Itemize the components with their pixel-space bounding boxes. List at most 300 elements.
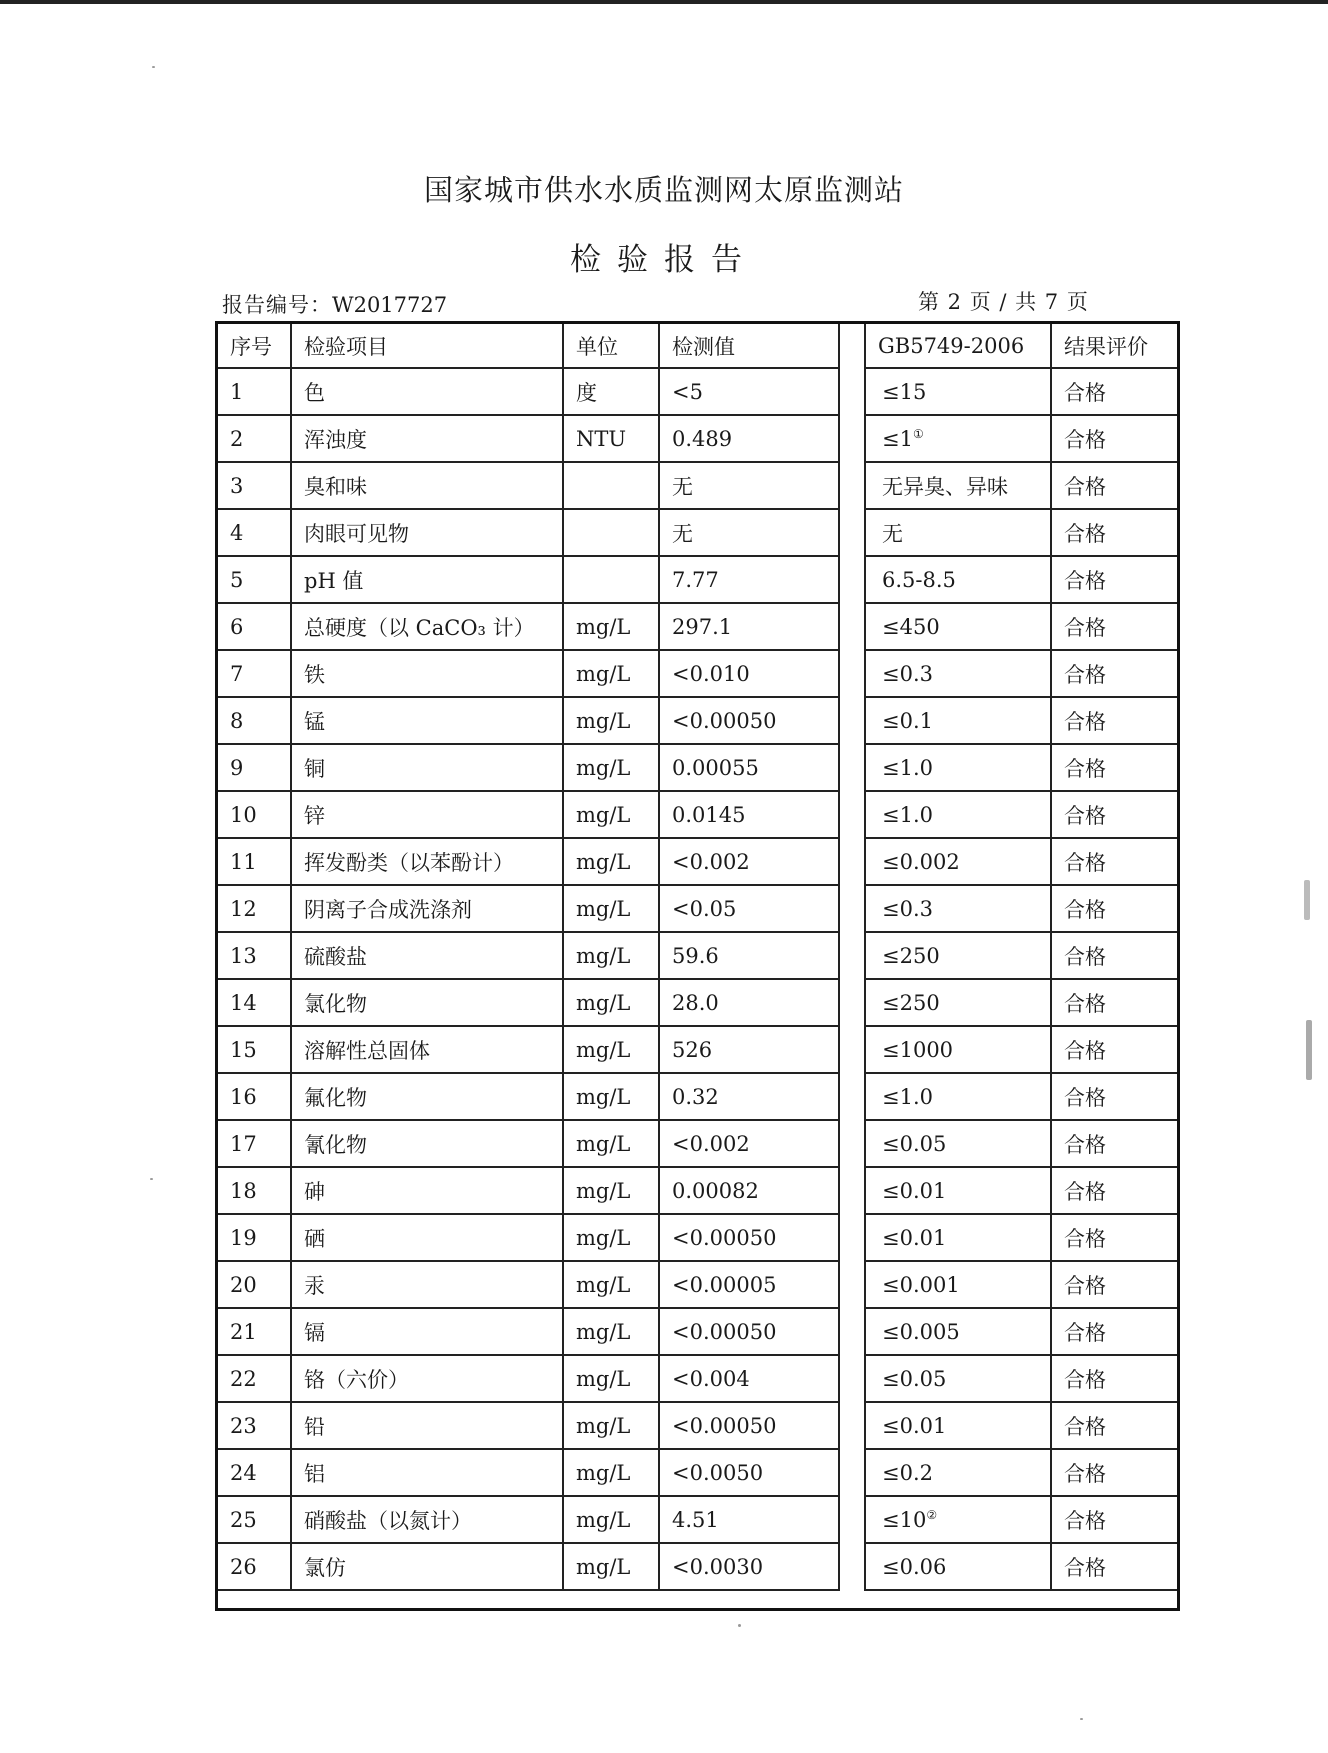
column-gap bbox=[839, 323, 865, 368]
row-value bbox=[659, 744, 839, 791]
column-gap bbox=[839, 791, 865, 838]
table-row bbox=[217, 650, 1179, 697]
footnote-marker: ② bbox=[926, 1507, 938, 1522]
row-value-text: <0.00050 bbox=[672, 1319, 777, 1344]
row-result bbox=[1051, 1402, 1179, 1449]
row-result bbox=[1051, 1026, 1179, 1073]
row-no bbox=[217, 1543, 291, 1590]
table-row bbox=[217, 556, 1179, 603]
row-no-text: 6 bbox=[230, 614, 244, 639]
row-result-text: 合格 bbox=[1064, 991, 1106, 1016]
table-row bbox=[217, 1214, 1179, 1261]
row-standard-limit bbox=[865, 838, 1051, 885]
row-no-text: 13 bbox=[230, 943, 257, 968]
row-unit-text: mg/L bbox=[576, 1225, 631, 1250]
row-unit-text: mg/L bbox=[576, 661, 631, 686]
page-indicator: 第 2 页 / 共 7 页 bbox=[918, 290, 1089, 314]
row-item bbox=[291, 838, 563, 885]
column-gap bbox=[839, 1026, 865, 1073]
row-standard-limit-text: ≤1 bbox=[882, 426, 913, 451]
row-standard-limit-text: ≤10 bbox=[882, 1507, 927, 1532]
column-gap bbox=[839, 1355, 865, 1402]
row-value bbox=[659, 1026, 839, 1073]
column-gap bbox=[839, 932, 865, 979]
row-item-text: 铝 bbox=[304, 1461, 325, 1486]
row-value bbox=[659, 462, 839, 509]
row-item-text: 镉 bbox=[304, 1320, 325, 1345]
row-unit-text: mg/L bbox=[576, 1084, 631, 1109]
row-standard-limit-text: ≤0.01 bbox=[882, 1413, 947, 1438]
row-result bbox=[1051, 1496, 1179, 1543]
row-item-text: 铅 bbox=[304, 1414, 325, 1439]
table-row bbox=[217, 1355, 1179, 1402]
row-standard-limit-text: ≤0.2 bbox=[882, 1460, 933, 1485]
row-unit bbox=[563, 509, 659, 556]
row-unit bbox=[563, 838, 659, 885]
row-value-text: <0.00050 bbox=[672, 1413, 777, 1438]
row-result bbox=[1051, 462, 1179, 509]
row-unit bbox=[563, 1355, 659, 1402]
row-item-text: 铜 bbox=[304, 756, 325, 781]
row-standard-limit-text: ≤0.01 bbox=[882, 1225, 947, 1250]
row-unit bbox=[563, 1214, 659, 1261]
row-item bbox=[291, 462, 563, 509]
row-item-text: pH 值 bbox=[304, 568, 364, 593]
row-item bbox=[291, 1167, 563, 1214]
row-result bbox=[1051, 1308, 1179, 1355]
column-gap bbox=[839, 1496, 865, 1543]
row-no-text: 11 bbox=[230, 849, 257, 874]
row-unit bbox=[563, 1402, 659, 1449]
row-item bbox=[291, 1261, 563, 1308]
row-value bbox=[659, 650, 839, 697]
row-result-text: 合格 bbox=[1064, 427, 1106, 452]
row-value bbox=[659, 1167, 839, 1214]
row-item bbox=[291, 1355, 563, 1402]
row-no bbox=[217, 1214, 291, 1261]
column-gap bbox=[839, 1120, 865, 1167]
row-no bbox=[217, 415, 291, 462]
row-result-text: 合格 bbox=[1064, 521, 1106, 546]
row-result bbox=[1051, 932, 1179, 979]
row-item-text: 溶解性总固体 bbox=[304, 1038, 430, 1063]
row-standard-limit-text: ≤1.0 bbox=[882, 1084, 933, 1109]
footnote-marker: ① bbox=[912, 426, 924, 441]
row-value bbox=[659, 1120, 839, 1167]
table-row bbox=[217, 603, 1179, 650]
row-item bbox=[291, 1073, 563, 1120]
column-gap bbox=[839, 697, 865, 744]
row-item-text: 硝酸盐（以氮计） bbox=[304, 1508, 472, 1533]
row-result-text: 合格 bbox=[1064, 1038, 1106, 1063]
row-result bbox=[1051, 1120, 1179, 1167]
row-no bbox=[217, 1402, 291, 1449]
row-standard-limit bbox=[865, 509, 1051, 556]
inspection-table bbox=[216, 322, 1180, 1591]
table-row bbox=[217, 509, 1179, 556]
row-item-text: 硒 bbox=[304, 1226, 325, 1251]
row-no bbox=[217, 744, 291, 791]
row-standard-limit bbox=[865, 1214, 1051, 1261]
row-value bbox=[659, 603, 839, 650]
row-no bbox=[217, 462, 291, 509]
row-unit bbox=[563, 1167, 659, 1214]
row-result bbox=[1051, 838, 1179, 885]
row-standard-limit bbox=[865, 1120, 1051, 1167]
row-item-text: 砷 bbox=[304, 1179, 325, 1204]
row-value bbox=[659, 1073, 839, 1120]
row-no bbox=[217, 979, 291, 1026]
row-standard-limit-text: ≤0.3 bbox=[882, 896, 933, 921]
column-gap bbox=[839, 1167, 865, 1214]
row-no bbox=[217, 1355, 291, 1402]
row-standard-limit-text: ≤0.01 bbox=[882, 1178, 947, 1203]
row-value bbox=[659, 1308, 839, 1355]
row-no bbox=[217, 697, 291, 744]
column-gap bbox=[839, 1073, 865, 1120]
row-unit-text: mg/L bbox=[576, 990, 631, 1015]
row-unit bbox=[563, 1026, 659, 1073]
row-no bbox=[217, 932, 291, 979]
row-unit-text: mg/L bbox=[576, 943, 631, 968]
row-unit bbox=[563, 979, 659, 1026]
row-standard-limit bbox=[865, 885, 1051, 932]
row-result-text: 合格 bbox=[1064, 1367, 1106, 1392]
row-result bbox=[1051, 1214, 1179, 1261]
row-result bbox=[1051, 744, 1179, 791]
row-unit-text: mg/L bbox=[576, 1272, 631, 1297]
row-standard-limit bbox=[865, 1543, 1051, 1590]
header-result: 结果评价 bbox=[1051, 323, 1179, 368]
row-value-text: 无 bbox=[672, 521, 693, 546]
row-value bbox=[659, 1543, 839, 1590]
row-unit bbox=[563, 650, 659, 697]
row-no bbox=[217, 603, 291, 650]
table-header-row bbox=[217, 323, 1179, 368]
row-standard-limit bbox=[865, 462, 1051, 509]
row-item-text: 总硬度（以 CaCO₃ 计） bbox=[304, 615, 535, 640]
row-unit bbox=[563, 932, 659, 979]
row-unit-text: mg/L bbox=[576, 849, 631, 874]
row-result bbox=[1051, 1167, 1179, 1214]
row-result bbox=[1051, 1449, 1179, 1496]
row-value-text: <0.002 bbox=[672, 849, 750, 874]
row-standard-limit-text: 6.5-8.5 bbox=[882, 567, 956, 592]
row-item-text: 汞 bbox=[304, 1273, 325, 1298]
row-value bbox=[659, 979, 839, 1026]
column-gap bbox=[839, 1449, 865, 1496]
table-row bbox=[217, 979, 1179, 1026]
row-standard-limit-text: ≤0.005 bbox=[882, 1319, 960, 1344]
row-value bbox=[659, 885, 839, 932]
table-row bbox=[217, 1120, 1179, 1167]
row-item bbox=[291, 932, 563, 979]
row-item-text: 肉眼可见物 bbox=[304, 521, 409, 546]
row-value bbox=[659, 1449, 839, 1496]
row-value-text: 0.00055 bbox=[672, 755, 759, 780]
row-result-text: 合格 bbox=[1064, 1508, 1106, 1533]
row-result bbox=[1051, 885, 1179, 932]
table-row bbox=[217, 1073, 1179, 1120]
row-value bbox=[659, 509, 839, 556]
row-item-text: 氯仿 bbox=[304, 1555, 346, 1580]
row-value-text: 59.6 bbox=[672, 943, 719, 968]
row-value bbox=[659, 697, 839, 744]
row-no bbox=[217, 1120, 291, 1167]
row-no bbox=[217, 1449, 291, 1496]
row-item-text: 挥发酚类（以苯酚计） bbox=[304, 850, 514, 875]
row-item bbox=[291, 979, 563, 1026]
column-gap bbox=[839, 1402, 865, 1449]
row-item bbox=[291, 415, 563, 462]
row-result-text: 合格 bbox=[1064, 803, 1106, 828]
row-value-text: 0.489 bbox=[672, 426, 733, 451]
row-unit-text: mg/L bbox=[576, 1507, 631, 1532]
row-standard-limit-text: 无 bbox=[882, 521, 903, 546]
row-unit bbox=[563, 556, 659, 603]
row-no-text: 25 bbox=[230, 1507, 257, 1532]
row-unit-text: mg/L bbox=[576, 1178, 631, 1203]
table-row bbox=[217, 791, 1179, 838]
row-item bbox=[291, 1449, 563, 1496]
row-value-text: 4.51 bbox=[672, 1507, 719, 1532]
report-number bbox=[222, 289, 447, 319]
row-no-text: 5 bbox=[230, 567, 244, 592]
row-no-text: 20 bbox=[230, 1272, 257, 1297]
row-no bbox=[217, 368, 291, 415]
row-value bbox=[659, 838, 839, 885]
row-no bbox=[217, 1026, 291, 1073]
row-result-text: 合格 bbox=[1064, 1226, 1106, 1251]
scan-mark bbox=[1304, 880, 1310, 920]
row-value-text: 0.0145 bbox=[672, 802, 746, 827]
row-standard-limit-text: ≤15 bbox=[882, 379, 927, 404]
row-standard-limit bbox=[865, 1167, 1051, 1214]
row-unit bbox=[563, 697, 659, 744]
row-item bbox=[291, 1543, 563, 1590]
row-value bbox=[659, 932, 839, 979]
row-unit-text: mg/L bbox=[576, 1037, 631, 1062]
row-unit bbox=[563, 1073, 659, 1120]
row-no-text: 8 bbox=[230, 708, 244, 733]
row-no bbox=[217, 838, 291, 885]
row-item bbox=[291, 509, 563, 556]
table-row bbox=[217, 1167, 1179, 1214]
row-value-text: 0.00082 bbox=[672, 1178, 759, 1203]
row-result bbox=[1051, 509, 1179, 556]
row-result-text: 合格 bbox=[1064, 1461, 1106, 1486]
row-unit-text: mg/L bbox=[576, 708, 631, 733]
row-no bbox=[217, 650, 291, 697]
row-value-text: <5 bbox=[672, 379, 703, 404]
row-no-text: 2 bbox=[230, 426, 244, 451]
row-unit bbox=[563, 885, 659, 932]
row-value bbox=[659, 791, 839, 838]
row-item bbox=[291, 1120, 563, 1167]
row-result-text: 合格 bbox=[1064, 944, 1106, 969]
row-unit-text: mg/L bbox=[576, 1413, 631, 1438]
column-gap bbox=[839, 979, 865, 1026]
row-unit bbox=[563, 744, 659, 791]
document-title: 检验报告 bbox=[570, 242, 758, 278]
row-standard-limit bbox=[865, 932, 1051, 979]
row-no-text: 23 bbox=[230, 1413, 257, 1438]
row-value bbox=[659, 1496, 839, 1543]
table-row bbox=[217, 1261, 1179, 1308]
row-result bbox=[1051, 368, 1179, 415]
row-unit-text: mg/L bbox=[576, 896, 631, 921]
row-standard-limit bbox=[865, 603, 1051, 650]
row-standard-limit bbox=[865, 697, 1051, 744]
row-no-text: 1 bbox=[230, 379, 244, 404]
column-gap bbox=[839, 415, 865, 462]
row-standard-limit bbox=[865, 791, 1051, 838]
row-no-text: 9 bbox=[230, 755, 244, 780]
scan-mark bbox=[1306, 1020, 1312, 1080]
row-no bbox=[217, 1308, 291, 1355]
row-item-text: 浑浊度 bbox=[304, 427, 367, 452]
row-no-text: 7 bbox=[230, 661, 244, 686]
row-standard-limit-text: ≤1.0 bbox=[882, 755, 933, 780]
row-standard-limit-text: ≤0.05 bbox=[882, 1131, 947, 1156]
row-unit bbox=[563, 603, 659, 650]
row-unit-text: mg/L bbox=[576, 614, 631, 639]
row-item bbox=[291, 1214, 563, 1261]
row-no-text: 16 bbox=[230, 1084, 257, 1109]
row-result-text: 合格 bbox=[1064, 1132, 1106, 1157]
column-gap bbox=[839, 462, 865, 509]
row-standard-limit bbox=[865, 1026, 1051, 1073]
row-unit bbox=[563, 791, 659, 838]
row-result bbox=[1051, 697, 1179, 744]
row-value-text: <0.00005 bbox=[672, 1272, 777, 1297]
row-item-text: 锰 bbox=[304, 709, 325, 734]
row-no-text: 17 bbox=[230, 1131, 257, 1156]
row-value bbox=[659, 556, 839, 603]
row-item-text: 阴离子合成洗涤剂 bbox=[304, 897, 472, 922]
row-value-text: 0.32 bbox=[672, 1084, 719, 1109]
row-item bbox=[291, 697, 563, 744]
row-no bbox=[217, 556, 291, 603]
row-unit bbox=[563, 1496, 659, 1543]
scan-speck bbox=[738, 1624, 741, 1627]
column-gap bbox=[839, 744, 865, 791]
row-standard-limit bbox=[865, 1308, 1051, 1355]
header-item: 检验项目 bbox=[291, 323, 563, 368]
row-no-text: 19 bbox=[230, 1225, 257, 1250]
row-result bbox=[1051, 1355, 1179, 1402]
row-no-text: 3 bbox=[230, 473, 244, 498]
table-row bbox=[217, 838, 1179, 885]
row-result-text: 合格 bbox=[1064, 1414, 1106, 1439]
row-standard-limit-text: 无异臭、异味 bbox=[882, 474, 1008, 499]
row-standard-limit bbox=[865, 979, 1051, 1026]
row-standard-limit-text: ≤250 bbox=[882, 990, 940, 1015]
row-standard-limit bbox=[865, 368, 1051, 415]
row-standard-limit bbox=[865, 556, 1051, 603]
column-gap bbox=[839, 603, 865, 650]
row-unit-text: mg/L bbox=[576, 802, 631, 827]
row-result bbox=[1051, 415, 1179, 462]
row-no bbox=[217, 1167, 291, 1214]
row-item bbox=[291, 603, 563, 650]
row-result-text: 合格 bbox=[1064, 662, 1106, 687]
table-row bbox=[217, 1543, 1179, 1590]
row-unit-text: mg/L bbox=[576, 1131, 631, 1156]
row-item bbox=[291, 1402, 563, 1449]
row-value-text: <0.0030 bbox=[672, 1554, 764, 1579]
column-gap bbox=[839, 885, 865, 932]
row-no bbox=[217, 1496, 291, 1543]
row-value bbox=[659, 368, 839, 415]
row-standard-limit-text: ≤1000 bbox=[882, 1037, 954, 1062]
row-value-text: 7.77 bbox=[672, 567, 719, 592]
row-standard-limit-text: ≤0.002 bbox=[882, 849, 960, 874]
table-row bbox=[217, 1308, 1179, 1355]
row-item bbox=[291, 1496, 563, 1543]
row-value-text: <0.010 bbox=[672, 661, 750, 686]
row-unit-text: 度 bbox=[576, 380, 597, 405]
table-row bbox=[217, 932, 1179, 979]
row-item bbox=[291, 744, 563, 791]
row-item bbox=[291, 368, 563, 415]
row-result-text: 合格 bbox=[1064, 709, 1106, 734]
scan-speck bbox=[152, 66, 155, 68]
column-gap bbox=[839, 556, 865, 603]
row-standard-limit bbox=[865, 1449, 1051, 1496]
row-unit bbox=[563, 1120, 659, 1167]
row-no-text: 18 bbox=[230, 1178, 257, 1203]
header-standard: GB5749-2006 bbox=[865, 323, 1051, 368]
row-unit bbox=[563, 1261, 659, 1308]
row-unit bbox=[563, 1543, 659, 1590]
table-row bbox=[217, 462, 1179, 509]
row-item-text: 臭和味 bbox=[304, 474, 367, 499]
row-value-text: <0.05 bbox=[672, 896, 737, 921]
row-result bbox=[1051, 650, 1179, 697]
row-result-text: 合格 bbox=[1064, 1085, 1106, 1110]
row-standard-limit bbox=[865, 1261, 1051, 1308]
row-standard-limit-text: ≤0.1 bbox=[882, 708, 933, 733]
column-gap bbox=[839, 650, 865, 697]
row-item-text: 铬（六价） bbox=[304, 1367, 409, 1392]
column-gap bbox=[839, 1543, 865, 1590]
table-row bbox=[217, 415, 1179, 462]
table-row bbox=[217, 1449, 1179, 1496]
table-row bbox=[217, 1402, 1179, 1449]
table-row bbox=[217, 697, 1179, 744]
row-no-text: 24 bbox=[230, 1460, 257, 1485]
row-result-text: 合格 bbox=[1064, 1179, 1106, 1204]
row-value bbox=[659, 1214, 839, 1261]
row-result bbox=[1051, 603, 1179, 650]
row-unit-text: mg/L bbox=[576, 755, 631, 780]
row-no bbox=[217, 509, 291, 556]
row-item-text: 锌 bbox=[304, 803, 325, 828]
row-value-text: <0.00050 bbox=[672, 708, 777, 733]
row-standard-limit bbox=[865, 1496, 1051, 1543]
row-value-text: 无 bbox=[672, 474, 693, 499]
row-unit-text: mg/L bbox=[576, 1554, 631, 1579]
row-no-text: 15 bbox=[230, 1037, 257, 1062]
row-item-text: 铁 bbox=[304, 662, 325, 687]
row-value bbox=[659, 1402, 839, 1449]
row-value-text: <0.004 bbox=[672, 1366, 750, 1391]
scan-top-edge bbox=[0, 0, 1328, 4]
row-result-text: 合格 bbox=[1064, 474, 1106, 499]
row-no bbox=[217, 885, 291, 932]
row-result bbox=[1051, 979, 1179, 1026]
